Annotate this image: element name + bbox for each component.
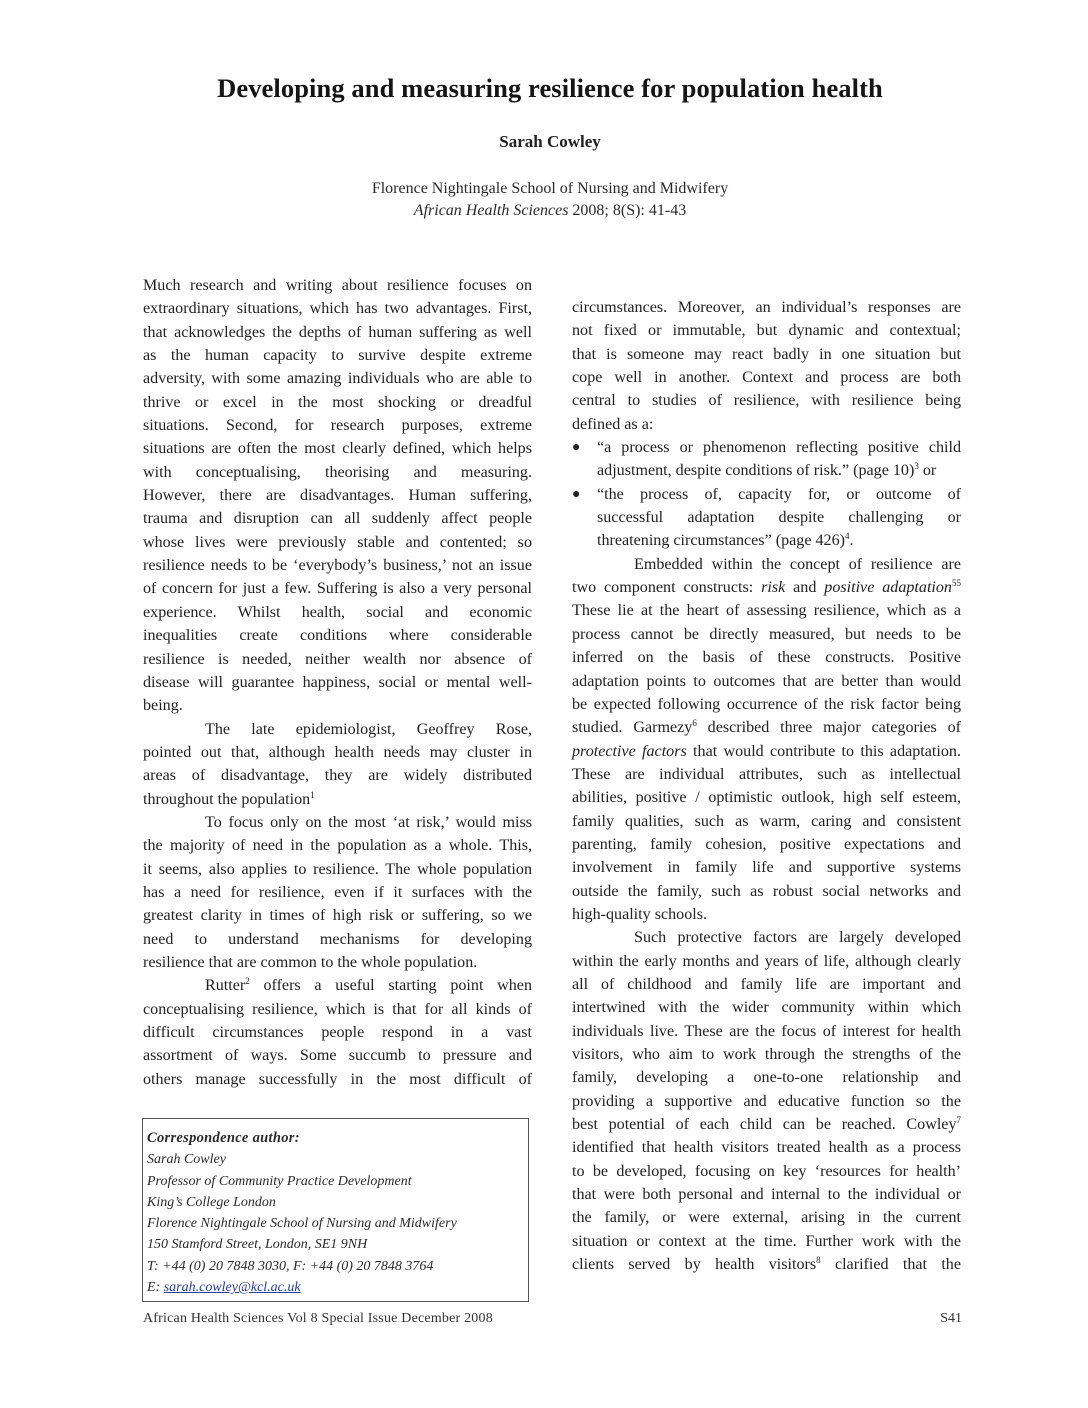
text-line: assortment of ways. Some succumb to pressure and (143, 1047, 532, 1065)
footnote-ref: 4 (845, 531, 850, 542)
text-line: family qualities, such as warm, caring and consistent (572, 812, 961, 830)
text-line: outside the family, such as robust social networks and (572, 882, 961, 900)
correspondence-name: Sarah Cowley (147, 1152, 226, 1168)
correspondence-heading: Correspondence author: (147, 1130, 300, 1146)
text-line: the family, or were external, arising in the current (572, 1209, 961, 1227)
text-fragment: or (918, 462, 937, 480)
text-line: be expected following occurrence of the risk factor being (572, 695, 961, 713)
text-line (572, 576, 961, 599)
text-line: resilience that are common to the whole population. (143, 953, 478, 971)
correspondence-phone-fax: T: +44 (0) 20 7848 3030, F: +44 (0) 20 7848 3764 (147, 1258, 434, 1274)
text-line: that acknowledges the depths of human suffering as well (143, 323, 532, 341)
left-column (143, 274, 532, 1091)
text-fragment: “a process or phenomenon reflecting positive child (597, 439, 961, 457)
text-fragment: clarified that the (820, 1256, 961, 1274)
text-line: pointed out that, although health needs may cluster in (143, 743, 532, 761)
text-line: providing a supportive and educative function so the (572, 1092, 961, 1110)
text-line: to be developed, focusing on key ‘resources for health’ (572, 1162, 961, 1180)
text-line (572, 1113, 961, 1136)
text-line: that is someone may react badly in one situation but (572, 345, 961, 363)
italic-term: protective factors (572, 742, 687, 760)
text-line: conceptualising resilience, which is that for all kinds of (143, 1000, 532, 1018)
text-line: resilience is needed, neither wealth nor absence of (143, 650, 532, 668)
text-line: trauma and disruption can all suddenly affect people (143, 510, 532, 528)
text-line: defined as a: (572, 415, 654, 433)
text-line: visitors, who aim to work through the strengths of the (572, 1046, 961, 1063)
text-line: experience. Whilst health, social and economic (143, 603, 532, 621)
author-affiliation-block (0, 178, 1088, 222)
text-line: family, developing a one-to-one relationship and (572, 1069, 961, 1087)
footer-journal-issue: African Health Sciences Vol 8 Special Issue December 2008 (143, 1311, 493, 1326)
text-line (572, 459, 961, 482)
text-line: inferred on the basis of these constructs. Positive (572, 649, 961, 667)
article-title: Developing and measuring resilience for population health (217, 73, 883, 103)
text-line: extraordinary situations, which has two advantages. First, (143, 300, 532, 318)
footnote-ref: 2 (245, 976, 250, 987)
text-line: situations are often the most clearly defined, which helps (143, 440, 532, 458)
text-line: involvement in family life and supportive systems (572, 859, 961, 877)
text-fragment: Rutter (205, 977, 246, 995)
text-fragment: and (785, 579, 825, 597)
text-line: thrive or excel in the most shocking or dreadful (143, 393, 532, 411)
italic-term: risk (761, 579, 786, 597)
text-line: not fixed or immutable, but dynamic and contextual; (572, 322, 961, 340)
text-line: These lie at the heart of assessing resilience, which as a (572, 602, 961, 620)
correspondence-position: Professor of Community Practice Development (147, 1173, 412, 1189)
text-line: with conceptualising, theorising and measuring. (143, 463, 532, 481)
text-line: Embedded within the concept of resilience are (634, 555, 961, 573)
text-line: The late epidemiologist, Geoffrey Rose, (205, 720, 532, 738)
text-line: of concern for just a few. Suffering is also a very personal (143, 580, 532, 598)
correspondence-email-line (147, 1277, 524, 1298)
text-line (572, 740, 961, 763)
text-line: whose lives were previously stable and contented; so (143, 533, 532, 551)
page-number: S41 (940, 1311, 962, 1326)
text-line: adaptation points to outcomes that are better than would (572, 672, 961, 690)
text-line: within the early months and years of life, although clearly (572, 952, 961, 970)
text-line: cope well in another. Context and process are both (572, 369, 961, 387)
text-line (572, 716, 961, 739)
text-line: individuals live. These are the focus of interest for health (572, 1022, 961, 1040)
text-line: situations. Second, for research purposes, extreme (143, 417, 532, 435)
footnote-ref: 7 (956, 1115, 961, 1126)
text-line: as the human capacity to survive despite extreme (143, 347, 532, 365)
text-line (143, 788, 532, 811)
citation (0, 200, 1088, 222)
bullet-icon: ● (572, 486, 581, 502)
text-fragment: best potential of each child can be reached. Cowley (572, 1116, 957, 1134)
text-line: successful adaptation despite challenging or (597, 509, 961, 527)
text-fragment: throughout the population (143, 790, 311, 808)
text-fragment: adjustment, despite conditions of risk.” (page 10) (597, 462, 915, 480)
footnote-ref: 55 (951, 578, 961, 589)
text-line: need to understand mechanisms for developing (143, 930, 532, 948)
text-line: difficult circumstances people respond in a vast (143, 1024, 532, 1041)
email-label: E: (147, 1280, 164, 1296)
footnote-ref: 6 (692, 718, 697, 729)
text-line: inequalities create conditions where considerable (143, 627, 532, 645)
text-line: To focus only on the most ‘at risk,’ would miss (205, 813, 532, 831)
text-line: Much research and writing about resilience focuses on (143, 277, 532, 294)
text-line: identified that health visitors treated health as a process (572, 1139, 961, 1157)
text-fragment: . (849, 532, 854, 550)
text-fragment: threatening circumstances” (page 426) (597, 532, 845, 550)
text-line: others manage successfully in the most difficult of (143, 1070, 532, 1088)
text-line: circumstances. Moreover, an individual’s responses are (572, 299, 961, 316)
text-fragment: clients served by health visitors (572, 1256, 817, 1274)
text-line: central to studies of resilience, with resilience being (572, 392, 961, 410)
bullet-item (572, 483, 961, 506)
footnote-ref: 3 (914, 461, 919, 472)
affiliation: Florence Nightingale School of Nursing and Midwifery (371, 180, 729, 197)
text-fragment: studied. Garmezy (572, 719, 693, 737)
text-line: situation or context at the time. Further work with the (572, 1232, 961, 1250)
journal-name: African Health Sciences (413, 202, 569, 219)
text-line: disease will guarantee happiness, social or mental well- (143, 673, 532, 691)
right-column (572, 296, 961, 1276)
text-fragment: two component constructs: (572, 579, 762, 597)
text-line: greatest clarity in times of high risk or suffering, so we (143, 907, 532, 925)
text-line: These are individual attributes, such as intellectual (572, 765, 961, 783)
text-fragment: offers a useful starting point when (249, 977, 532, 995)
text-line: the majority of need in the population as a whole. This, (143, 837, 532, 855)
text-line: that were both personal and internal to the individual or (572, 1186, 961, 1204)
email-link[interactable]: sarah.cowley@kcl.ac.uk (163, 1280, 301, 1296)
text-line: process cannot be directly measured, but needs to be (572, 625, 961, 643)
text-line (572, 1253, 961, 1276)
text-line: Such protective factors are largely developed (634, 929, 961, 947)
text-line: However, there are disadvantages. Human suffering, (143, 487, 532, 505)
bullet-item (572, 436, 961, 459)
text-line: parenting, family cohesion, positive expectations and (572, 835, 961, 853)
footnote-ref: 1 (310, 789, 315, 800)
text-fragment: that would contribute to this adaptation. (686, 742, 961, 760)
italic-term: positive adaptation (824, 579, 952, 597)
text-line: adversity, with some amazing individuals who are able to (143, 370, 532, 388)
text-line: it seems, also applies to resilience. The whole population (143, 860, 532, 878)
text-line: abilities, positive / optimistic outlook, high self esteem, (572, 789, 961, 807)
text-line: has a need for resilience, even if it surfaces with the (143, 883, 532, 901)
text-fragment: “the process of, capacity for, or outcome of (597, 485, 961, 503)
correspondence-school: Florence Nightingale School of Nursing and Midwifery (147, 1216, 457, 1232)
text-line: high-quality schools. (572, 905, 707, 923)
correspondence-institution: King’s College London (147, 1194, 276, 1210)
bullet-icon: ● (572, 440, 581, 456)
text-line (572, 529, 961, 552)
text-line: intertwined with the wider community within which (572, 999, 961, 1017)
text-line: areas of disadvantage, they are widely distributed (143, 767, 532, 785)
correspondence-box (142, 1118, 529, 1302)
footnote-ref: 8 (816, 1255, 821, 1266)
citation-details: 2008; 8(S): 41-43 (568, 202, 687, 219)
correspondence-address: 150 Stamford Street, London, SE1 9NH (147, 1237, 368, 1253)
text-line: all of childhood and family life are important and (572, 975, 961, 993)
text-fragment: described three major categories of (696, 719, 961, 737)
author-name: Sarah Cowley (499, 132, 601, 151)
text-line: resilience needs to be ‘everybody’s business,’ not an issue (143, 557, 532, 575)
text-line (143, 974, 532, 997)
text-line: being. (143, 697, 183, 715)
